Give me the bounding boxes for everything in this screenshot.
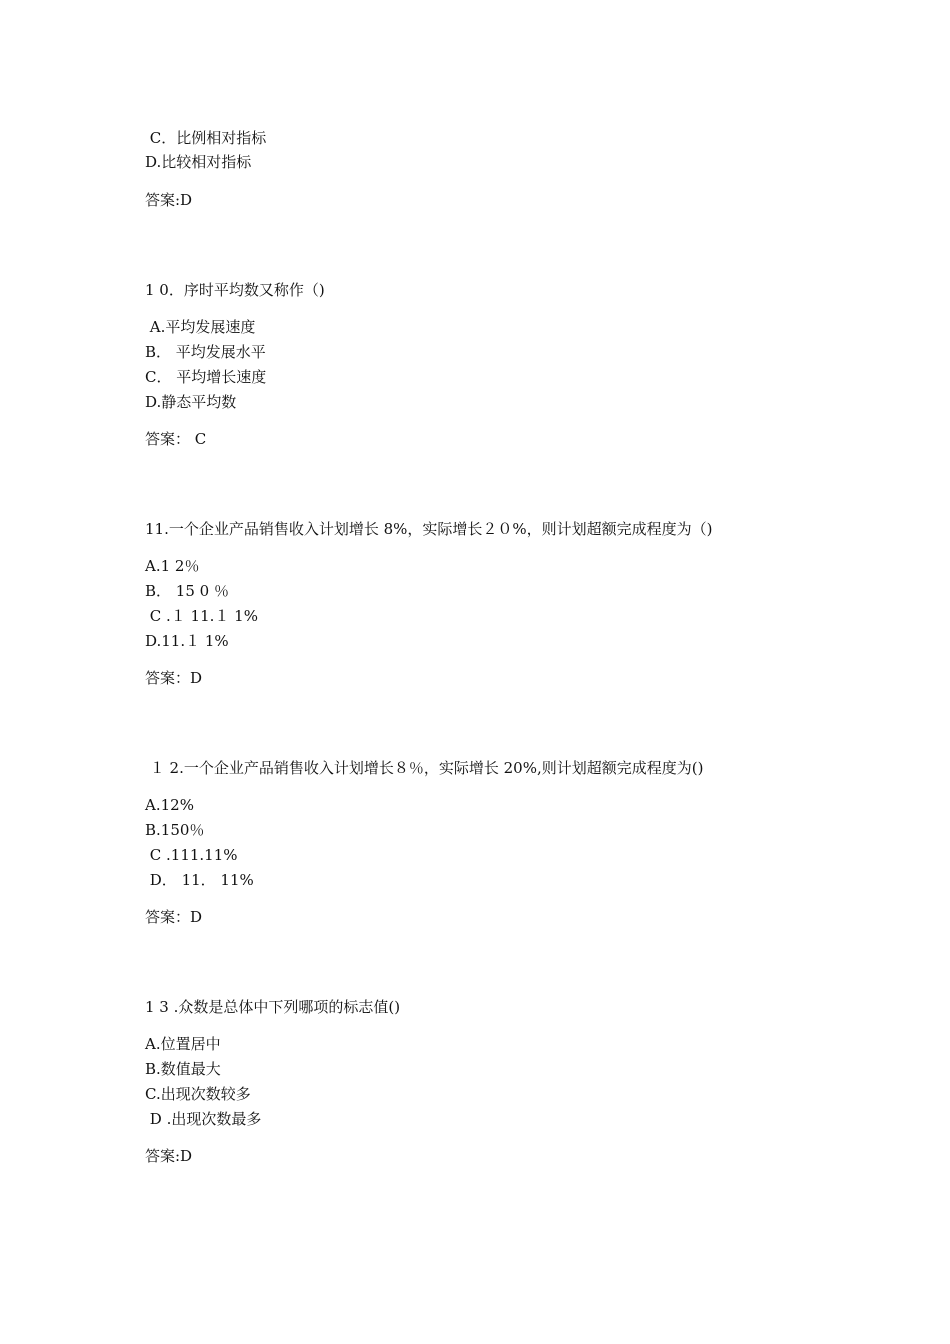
option-d-q10: D.静态平均数 [145, 393, 237, 411]
option-a-q13: A.位置居中 [145, 1035, 221, 1053]
option-b-q11: B． 15 0 ％ [145, 582, 229, 600]
option-c-q11: C .１ 11.１ 1% [145, 607, 258, 625]
option-d-q9: D.比较相对指标 [145, 153, 252, 171]
question-10: 1 0．序时平均数又称作（) [145, 281, 325, 299]
option-c-q10: C． 平均增长速度 [145, 368, 267, 386]
option-a-q12: A.12% [145, 796, 194, 814]
option-d-q13: D .出现次数最多 [145, 1110, 262, 1128]
answer-q12: 答案：D [145, 908, 203, 926]
answer-q13: 答案:D [145, 1147, 193, 1165]
question-11: 11.一个企业产品销售收入计划增长 8%，实际增长２０%，则计划超额完成程度为（) [145, 520, 713, 538]
option-c-q12: C .111.11% [145, 846, 238, 864]
option-c-q9: C．比例相对指标 [145, 129, 267, 147]
option-b-q12: B.150％ [145, 821, 205, 839]
question-12: １ 2.一个企业产品销售收入计划增长８％，实际增长 20%,则计划超额完成程度为() [145, 759, 704, 777]
question-13: 1 3 .众数是总体中下列哪项的标志值() [145, 998, 401, 1016]
option-d-q12: D． 11． 11% [145, 871, 254, 889]
answer-q9: 答案:D [145, 191, 193, 209]
answer-q11: 答案：D [145, 669, 203, 687]
option-a-q11: A.1 2％ [145, 557, 200, 575]
option-a-q10: A.平均发展速度 [145, 318, 256, 336]
option-d-q11: D.11.１ 1% [145, 632, 229, 650]
option-b-q13: B.数值最大 [145, 1060, 221, 1078]
answer-q10: 答案： C [145, 430, 207, 448]
option-c-q13: C.出现次数较多 [145, 1085, 251, 1103]
option-b-q10: B． 平均发展水平 [145, 343, 266, 361]
